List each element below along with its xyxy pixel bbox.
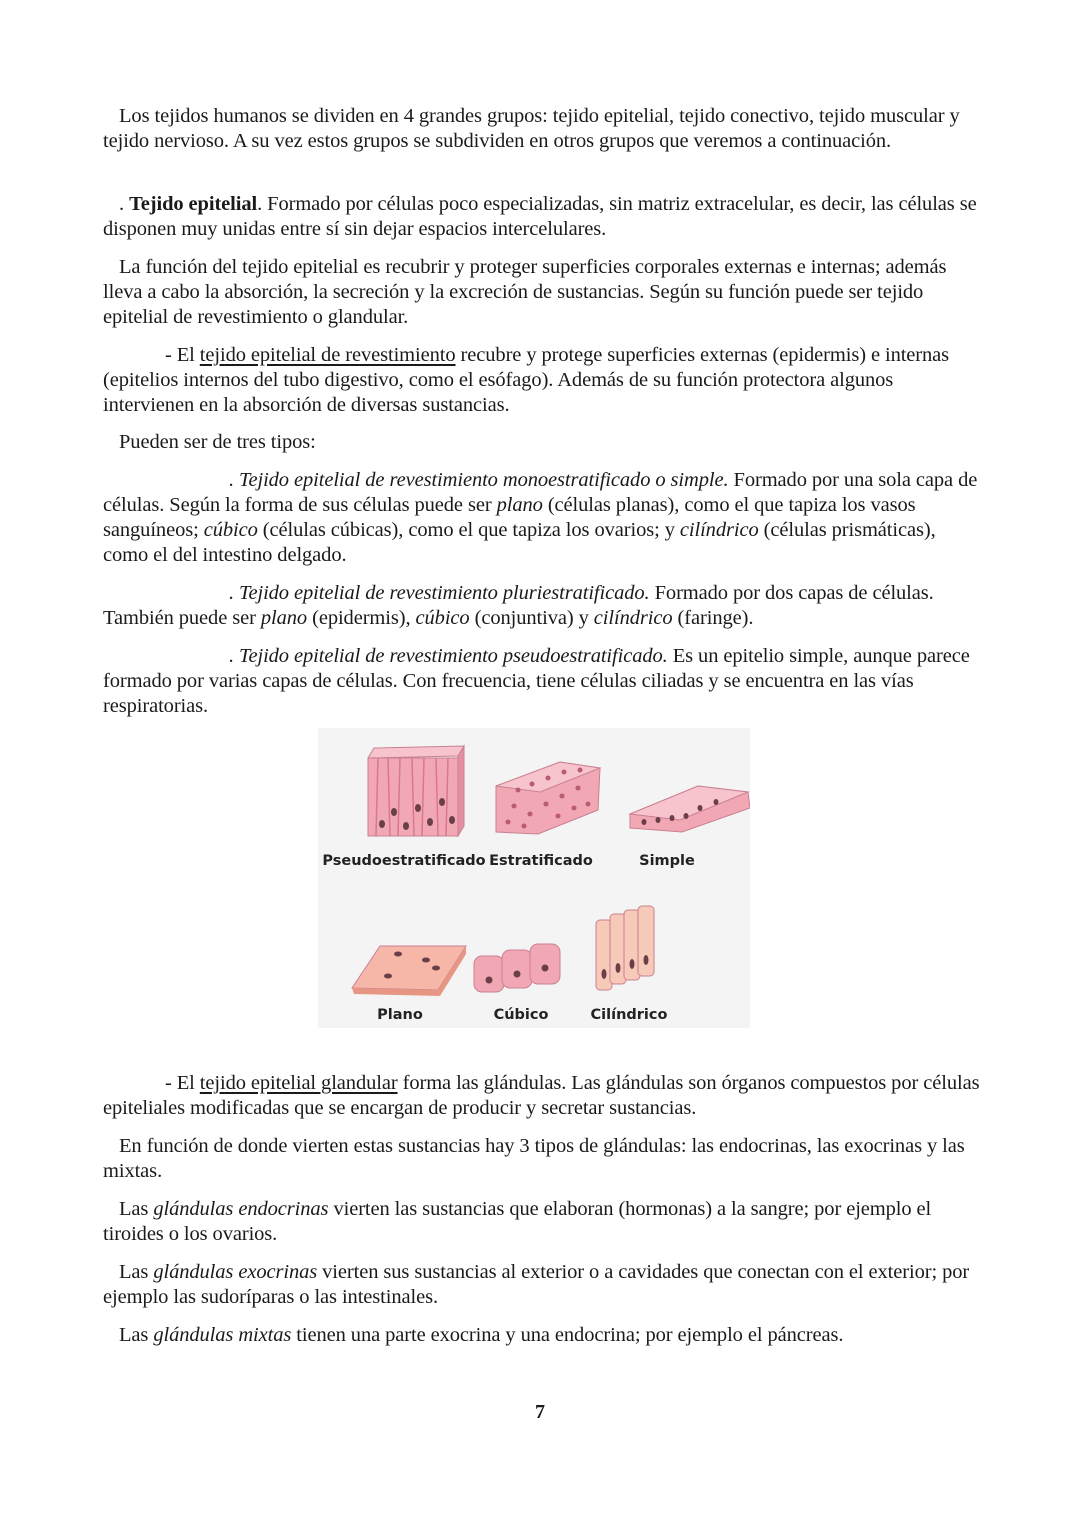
pluri-paragraph: . Tejido epitelial de revestimiento pluriestratificado. Formado por dos capas de células. También puede ser plano (epidermis), cúbico (conjuntiva) y cilíndrico (faringe). — [103, 582, 934, 629]
funcion-glandulas-paragraph: En función de donde vierten estas sustancias hay 3 tipos de glándulas: las endocrinas, las exocrinas y las mixtas. — [103, 1135, 965, 1182]
epitelial-heading: Tejido epitelial — [129, 193, 258, 215]
intro-paragraph: Los tejidos humanos se dividen en 4 grandes grupos: tejido epitelial, tejido conectivo, tejido muscular y tejido nervioso. A su vez estos grupos se subdividen en otros grupos que veremos a continuación. — [103, 105, 960, 152]
cilindrico-illustration — [596, 906, 654, 990]
label-simple: Simple — [639, 853, 695, 869]
cubico-illustration — [474, 944, 560, 992]
pseudoestratificado-illustration — [368, 746, 464, 836]
revestimiento-term: tejido epitelial de revestimiento — [199, 344, 456, 366]
pseudo-paragraph: . Tejido epitelial de revestimiento pseudoestratificado. Es un epitelio simple, aunque parece formado por varias capas de células. Con frecuencia, tiene células ciliadas y se encuentra en las vías respiratorias. — [103, 645, 970, 717]
label-cilindrico: Cilíndrico — [590, 1007, 668, 1023]
funcion-paragraph: La función del tejido epitelial es recubrir y proteger superficies corporales externas e internas; además lleva a cabo la absorción, la secreción y la excreción de sustancias. Según su función puede ser tejido epitelial de revestimiento o glandular. — [103, 256, 947, 328]
pseudo-title: . Tejido epitelial de revestimiento pseudoestratificado. — [229, 645, 668, 667]
revestimiento-paragraph: - El tejido epitelial de revestimiento recubre y protege superficies externas (epidermis) e internas (epitelios internos del tubo digestivo, como el esófago). Además de su función protectora algunos intervienen en la absorción de diversas sustancias. — [103, 344, 950, 416]
estratificado-illustration — [496, 762, 600, 834]
simple-illustration — [630, 786, 750, 832]
label-estratificado: Estratificado — [489, 853, 593, 869]
exocrinas-paragraph: Las glándulas exocrinas vierten sus sustancias al exterior o a cavidades que conectan con el exterior; por ejemplo las sudoríparas o las intestinales. — [103, 1261, 970, 1308]
label-cubico: Cúbico — [493, 1007, 549, 1023]
plano-illustration — [352, 946, 466, 996]
tipos-intro: Pueden ser de tres tipos: — [119, 431, 316, 453]
label-pseudoestratificado: Pseudoestratificado — [322, 853, 486, 869]
glandular-paragraph: - El tejido epitelial glandular forma las glándulas. Las glándulas son órganos compuestos por células epiteliales modificadas que se encargan de producir y secretar sustancias. — [103, 1072, 980, 1119]
epithelium-illustration — [318, 728, 750, 1028]
endocrinas-paragraph: Las glándulas endocrinas vierten las sustancias que elaboran (hormonas) a la sangre; por ejemplo el tiroides o los ovarios. — [103, 1198, 932, 1245]
pluri-title: . Tejido epitelial de revestimiento pluriestratificado. — [229, 582, 650, 604]
simple-title: . Tejido epitelial de revestimiento monoestratificado o simple. — [229, 469, 729, 491]
mixtas-paragraph: Las glándulas mixtas tienen una parte exocrina y una endocrina; por ejemplo el páncreas. — [119, 1324, 844, 1346]
epitelial-paragraph: . Tejido epitelial. Formado por células poco especializadas, sin matriz extracelular, es decir, las células se disponen muy unidas entre sí sin dejar espacios intercelulares. — [103, 193, 977, 240]
page-number: 7 — [535, 1401, 545, 1423]
epithelium-types-figure — [318, 728, 750, 1028]
glandular-term: tejido epitelial glandular — [199, 1072, 398, 1094]
simple-paragraph: . Tejido epitelial de revestimiento monoestratificado o simple. Formado por una sola capa de células. Según la forma de sus células puede ser plano (células planas), como el que tapiza los vasos sanguíneos; cúbico (células cúbicas), como el que tapiza los ovarios; y cilíndrico (células prismáticas), como el del intestino delgado. — [103, 469, 978, 566]
label-plano: Plano — [377, 1007, 423, 1023]
